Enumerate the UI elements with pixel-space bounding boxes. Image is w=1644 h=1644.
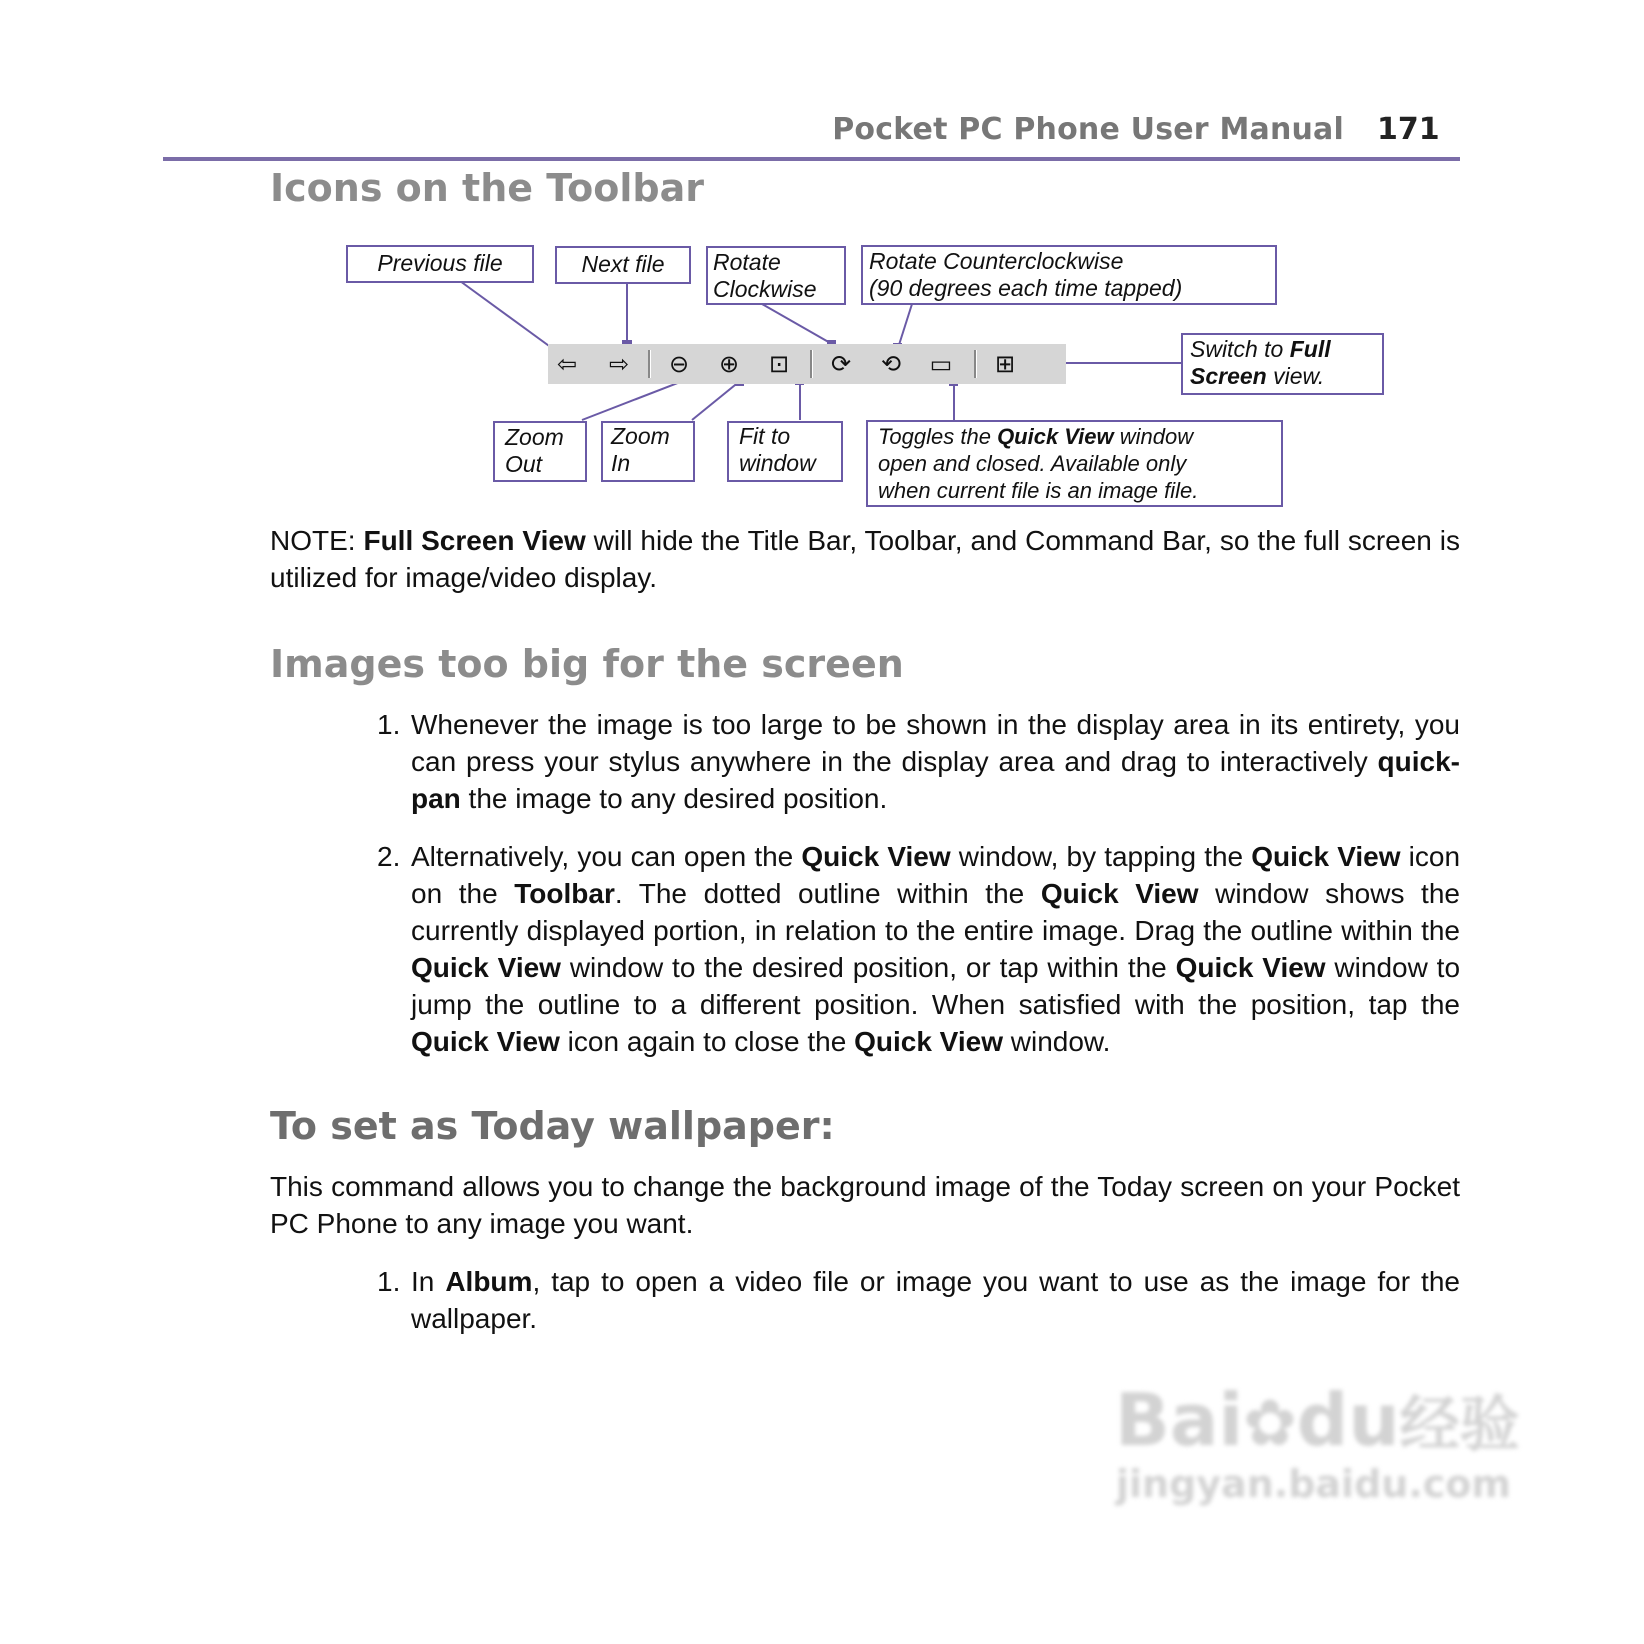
toolbar-separator [974, 350, 977, 378]
callout-text: Rotate [713, 249, 781, 275]
full-screen-icon: ⊞ [994, 350, 1016, 378]
callout-text: Rotate Counterclockwise [869, 248, 1124, 274]
list-text: window. [1002, 1026, 1111, 1057]
list-number: 1. [377, 1266, 401, 1297]
callout-text: open and closed. Available only [878, 451, 1187, 476]
list-text-bold: quick-pan [411, 746, 1460, 814]
callout-fit-to-window [727, 421, 843, 482]
wallpaper-intro: This command allows you to change the background image of the Today screen on your Pocket PC Phone to any image you want. [270, 1171, 1460, 1239]
toolbar-separator [810, 350, 813, 378]
list-item [377, 838, 1461, 1060]
list-text: Whenever the image is too large to be shown in the display area in its entirety, you can press your stylus anywhere in the display area and drag to interactively [411, 709, 1460, 777]
list-text: , tap to open a video file or image you want to use as the image for the wallpaper. [411, 1266, 1460, 1334]
list-text-bold: Quick View [854, 1026, 1003, 1057]
note-bold: Full Screen View [363, 525, 586, 556]
callout-previous-file [346, 245, 534, 283]
list-text-bold: Quick View [801, 841, 951, 872]
callout-text-bold: Quick View [997, 424, 1114, 449]
section-heading-toolbar: Icons on the Toolbar [270, 166, 704, 210]
baidu-paw-icon: ✿ [1243, 1387, 1297, 1461]
callout-text: Zoom [505, 424, 564, 450]
left-arrow-icon: ⇦ [556, 350, 578, 378]
baidu-watermark-logo [1115, 1380, 1520, 1465]
callout-rotate-counterclockwise [861, 245, 1277, 305]
callout-text: Fit to [739, 423, 791, 449]
watermark-text: 经验 [1399, 1390, 1520, 1460]
list-text-bold: Quick View [411, 1026, 560, 1057]
rotate-counterclockwise-icon: ⟲ [880, 350, 902, 378]
callout-text: Out [505, 451, 543, 477]
callout-text: Zoom [611, 423, 670, 449]
right-arrow-icon: ⇨ [608, 350, 630, 378]
list-text-bold: Toolbar [514, 878, 615, 909]
list-item [377, 1263, 1460, 1337]
callout-text [878, 423, 1271, 450]
watermark-text: du [1296, 1378, 1400, 1462]
list-text-bold: Quick View [1040, 878, 1199, 909]
page-number: 171 [1377, 112, 1440, 147]
callout-rotate-clockwise [706, 246, 846, 305]
list-text: icon on the [411, 841, 1461, 909]
callout-text: (90 degrees each time tapped) [869, 275, 1183, 301]
list-text: window shows the currently displayed portion, in relation to the entire image. Drag the outline within the [411, 878, 1460, 946]
callout-text [1190, 336, 1375, 363]
callout-text: Previous file [377, 250, 503, 276]
callout-text: window [739, 450, 816, 476]
section-heading-images: Images too big for the screen [270, 642, 904, 686]
zoom-in-icon: ⊕ [718, 350, 740, 378]
leader-zoom-in [692, 381, 740, 420]
quick-view-icon: ▭ [929, 350, 953, 378]
callout-text: Clockwise [713, 276, 817, 302]
callout-text: when current file is an image file. [878, 478, 1199, 503]
list-number: 2. [377, 841, 401, 872]
list-text: the image to any desired position. [460, 783, 888, 814]
list-text: In [411, 1266, 446, 1297]
callout-text-part: view. [1266, 363, 1325, 389]
watermark-text: Bai [1115, 1378, 1244, 1462]
callout-text-bold: Screen [1190, 363, 1267, 389]
callout-text [1190, 363, 1375, 390]
list-text: window to the desired position, or tap within the [560, 952, 1176, 983]
callout-text-part: window [1113, 424, 1194, 449]
list-text: . The dotted outline within the [614, 878, 1041, 909]
list-text: window to jump the outline to a different position. When satisfied with the position, tap the [411, 952, 1461, 1020]
callout-zoom-out [493, 421, 587, 482]
list-text: icon again to close the [559, 1026, 855, 1057]
list-text: Alternatively, you can open the [411, 841, 802, 872]
note-prefix: NOTE: [270, 525, 364, 556]
leader-zoom-out [582, 379, 688, 420]
callout-text-part: Switch to [1190, 336, 1290, 362]
baidu-watermark-url: jingyan.baidu.com [1116, 1462, 1511, 1506]
callout-zoom-in [601, 421, 695, 482]
list-text-bold: Quick View [411, 952, 561, 983]
running-header-title: Pocket PC Phone User Manual [832, 112, 1344, 147]
list-text-bold: Quick View [1251, 841, 1401, 872]
fit-window-icon: ⊡ [768, 350, 790, 378]
callout-text-bold: Full [1289, 336, 1331, 362]
toolbar-illustration [548, 344, 1066, 384]
callout-text: Next file [581, 251, 665, 277]
callout-quick-view [866, 420, 1283, 507]
section-heading-wallpaper: To set as Today wallpaper: [270, 1104, 835, 1148]
callout-text: In [611, 450, 631, 476]
note-paragraph [270, 522, 1460, 596]
zoom-out-icon: ⊖ [668, 350, 690, 378]
list-item [377, 706, 1460, 817]
callout-text-part: Toggles the [878, 424, 998, 449]
toolbar-separator [648, 350, 651, 378]
callout-full-screen [1181, 333, 1384, 395]
rotate-clockwise-icon: ⟳ [830, 350, 852, 378]
list-number: 1. [377, 709, 401, 740]
callout-next-file [555, 246, 691, 284]
leader-previous-file [460, 281, 556, 351]
leader-rotate-ccw [898, 304, 912, 348]
leader-rotate-cw [762, 304, 832, 344]
list-text-bold: Quick View [1175, 952, 1326, 983]
note-text: will hide the Title Bar, Toolbar, and Command Bar, so the full screen is utilized for image/video display. [270, 525, 1461, 593]
list-text-bold: Album [445, 1266, 533, 1297]
list-text: window, by tapping the [950, 841, 1252, 872]
